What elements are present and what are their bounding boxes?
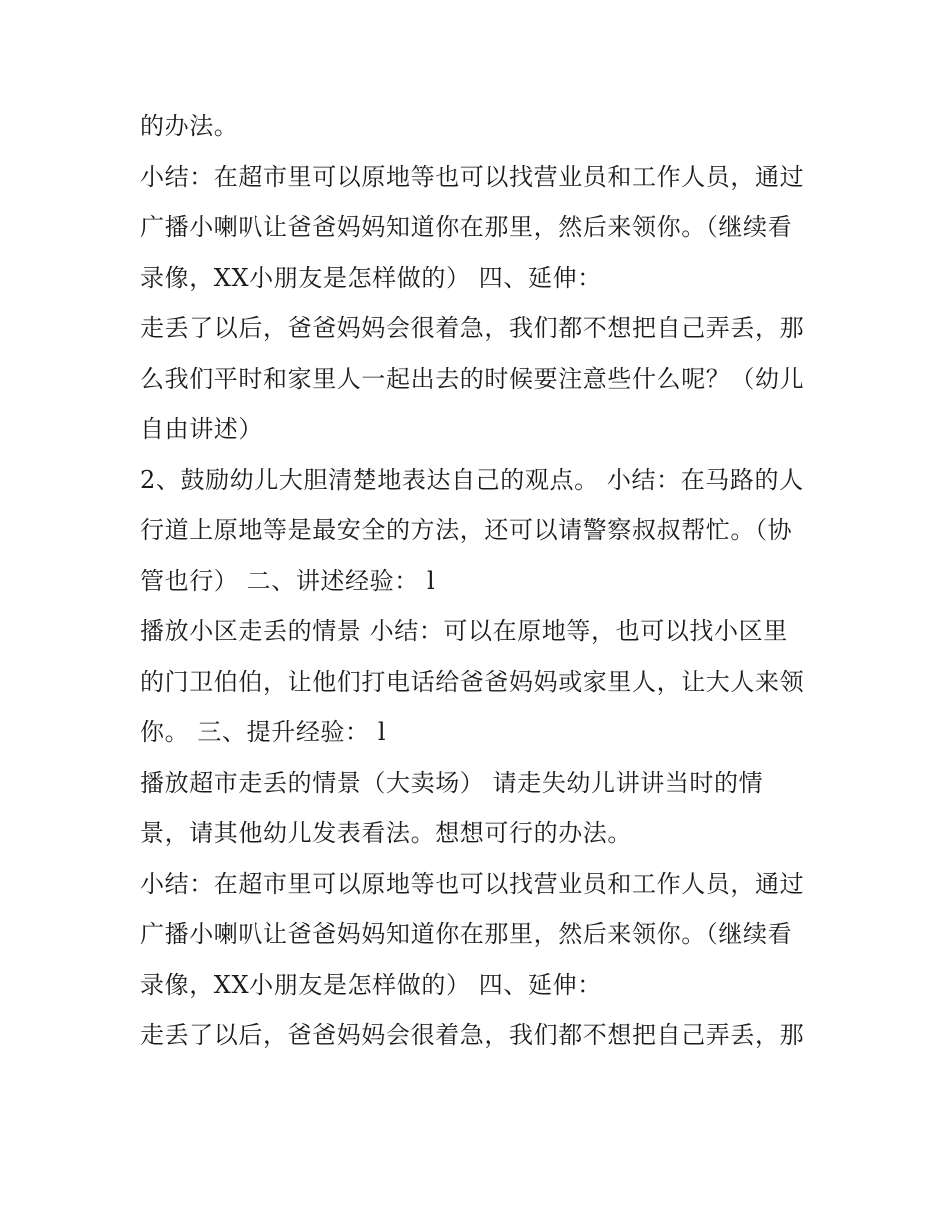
text-line: 景，请其他幼儿发表看法。想想可行的办法。 xyxy=(140,819,632,847)
text-line: 你。 三、提升经验： l xyxy=(140,718,387,746)
text-line: 广播小喇叭让爸爸妈妈知道你在那里，然后来领你。（继续看 xyxy=(140,920,793,948)
text-line: 走丢了以后，爸爸妈妈会很着急，我们都不想把自己弄丢，那 xyxy=(140,314,805,342)
text-line: 广播小喇叭让爸爸妈妈知道你在那里，然后来领你。（继续看 xyxy=(140,213,793,241)
text-line: 管也行） 二、讲述经验： l xyxy=(140,566,436,595)
text-line: 录像，XX小朋友是怎样做的） 四、延伸： xyxy=(140,263,602,292)
text-line: 2、鼓励幼儿大胆清楚地表达自己的观点。 小结：在马路的人 xyxy=(140,465,804,494)
text-line: 小结：在超市里可以原地等也可以找营业员和工作人员，通过 xyxy=(140,162,805,191)
text-line: 的办法。 xyxy=(140,112,239,140)
text-line: 播放超市走丢的情景（大卖场） 请走失幼儿讲讲当时的情 xyxy=(140,768,764,797)
text-line: 行道上原地等是最安全的方法，还可以请警察叔叔帮忙。（协 xyxy=(140,516,793,544)
text-line: 么我们平时和家里人一起出去的时候要注意些什么呢？（幼儿 xyxy=(140,364,805,393)
text-line: 录像，XX小朋友是怎样做的） 四、延伸： xyxy=(140,970,602,999)
text-line: 走丢了以后，爸爸妈妈会很着急，我们都不想把自己弄丢，那 xyxy=(140,1021,805,1049)
text-line: 播放小区走丢的情景 小结：可以在原地等，也可以找小区里 xyxy=(140,617,788,645)
text-line: 的门卫伯伯，让他们打电话给爸爸妈妈或家里人，让大人来领 xyxy=(140,667,805,696)
text-line: 自由讲述） xyxy=(140,415,263,443)
body-text xyxy=(140,101,830,1061)
text-line: 小结：在超市里可以原地等也可以找营业员和工作人员，通过 xyxy=(140,869,805,898)
